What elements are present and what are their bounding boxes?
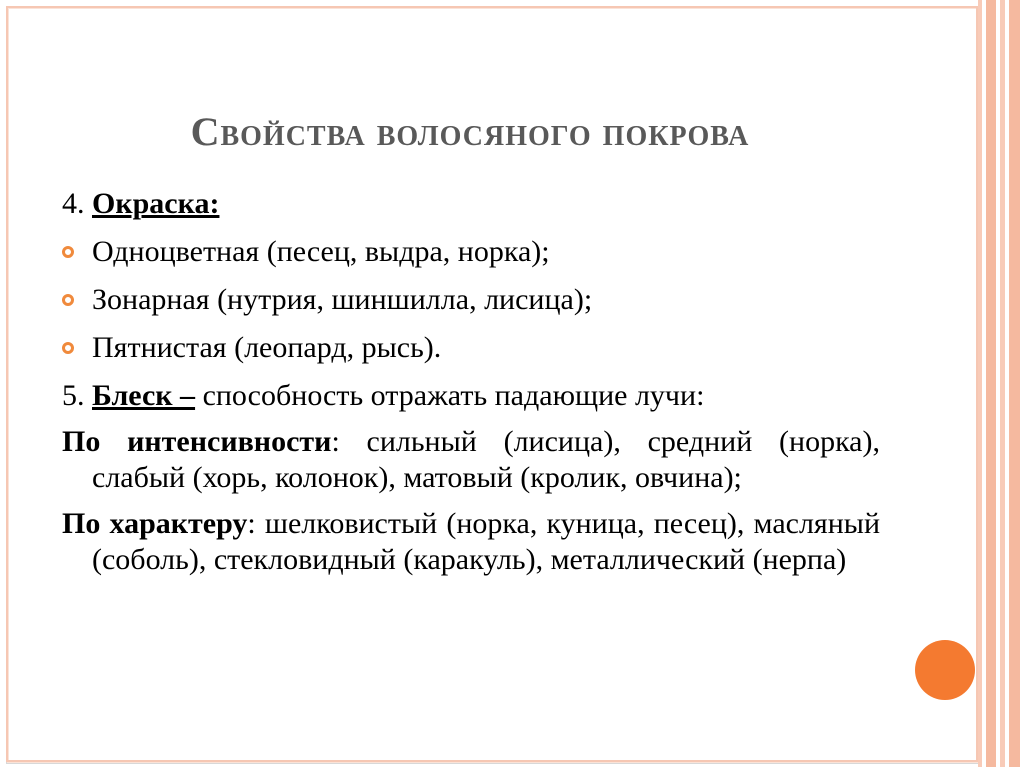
bullet-icon [62,246,74,258]
decorative-stripes [978,0,1024,767]
list-item: Зонарная (нутрия, шиншилла, лисица); [62,280,880,320]
slide-content [62,184,880,588]
gloss-character-paragraph: По характеру: шелковистый (норка, куница, песец), масляный (соболь), стекловидный (каракуль), металлический (нерпа) [62,507,880,576]
list-item: Одноцветная (песец, выдра, норка); [62,232,880,272]
decorative-circle-icon [915,640,975,700]
section-gloss: 5. Блеск – способность отражать падающие лучи: [62,379,705,412]
bullet-icon [62,342,74,354]
page-title: Свойства волосяного покрова [190,109,750,154]
section-gloss-label: Блеск – [92,379,196,412]
section-coloring-label: Окраска: [92,187,220,220]
gloss-intensity-paragraph: По интенсивности: сильный (лисица), средний (норка), слабый (хорь, колонок), матовый (кролик, овчина); [62,425,880,494]
bullet-icon [62,294,74,306]
list-item: Пятнистая (леопард, рысь). [62,328,880,368]
section-coloring: 4. Окраска: [62,187,220,220]
